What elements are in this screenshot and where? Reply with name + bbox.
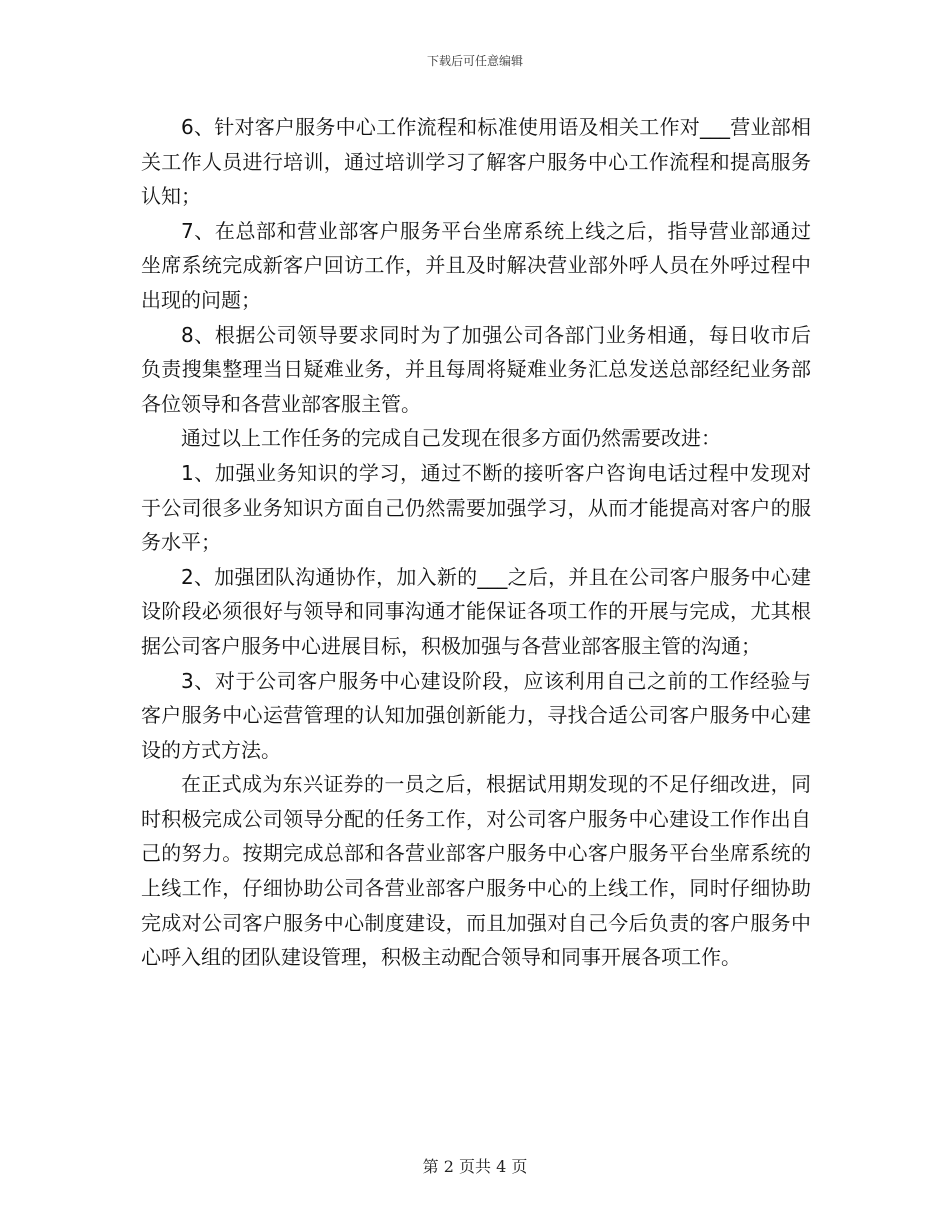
- paragraph-item-8: 8、根据公司领导要求同时为了加强公司各部门业务相通，每日收市后负责搜集整理当日疑难业务，并且每周将疑难业务汇总发送总部经纪业务部各位领导和各营业部客服主管。: [141, 322, 811, 416]
- paragraph-item-6: 6、针对客户服务中心工作流程和标准使用语及相关工作对___营业部相关工作人员进行培训，通过培训学习了解客户服务中心工作流程和提高服务认知；: [141, 115, 811, 209]
- page-header: 下载后可任意编辑: [426, 54, 523, 68]
- paragraph-improvement-intro: 通过以上工作任务的完成自己发现在很多方面仍然需要改进：: [181, 426, 721, 451]
- document-body: [141, 110, 811, 975]
- paragraph-item-7: 7、在总部和营业部客户服务平台坐席系统上线之后，指导营业部通过坐席系统完成新客户回访工作，并且及时解决营业部外呼人员在外呼过程中出现的问题；: [141, 218, 811, 312]
- paragraph-conclusion: 在正式成为东兴证券的一员之后，根据试用期发现的不足仔细改进，同时积极完成公司领导分配的任务工作，对公司客户服务中心建设工作作出自己的努力。按期完成总部和各营业部客户服务中心客户服务平台坐席系统的上线工作，仔细协助公司各营业部客户服务中心的上线工作，同时仔细协助完成对公司客户服务中心制度建设，而且加强对自己今后负责的客户服务中心呼入组的团队建设管理，积极主动配合领导和同事开展各项工作。: [141, 772, 811, 970]
- page-footer: 第 2 页共 4 页: [422, 1157, 528, 1176]
- paragraph-improvement-1: 1、加强业务知识的学习，通过不断的接听客户咨询电话过程中发现对于公司很多业务知识方面自己仍然需要加强学习，从而才能提高对客户的服务水平；: [141, 460, 811, 555]
- paragraph-improvement-2: 2、加强团队沟通协作，加入新的___之后，并且在公司客户服务中心建设阶段必须很好与领导和同事沟通才能保证各项工作的开展与完成，尤其根据公司客户服务中心进展目标，积极加强与各营业部客服主管的沟通；: [141, 564, 811, 658]
- paragraph-improvement-3: 3、对于公司客户服务中心建设阶段，应该利用自己之前的工作经验与客户服务中心运营管理的认知加强创新能力，寻找合适公司客户服务中心建设的方式方法。: [141, 668, 811, 762]
